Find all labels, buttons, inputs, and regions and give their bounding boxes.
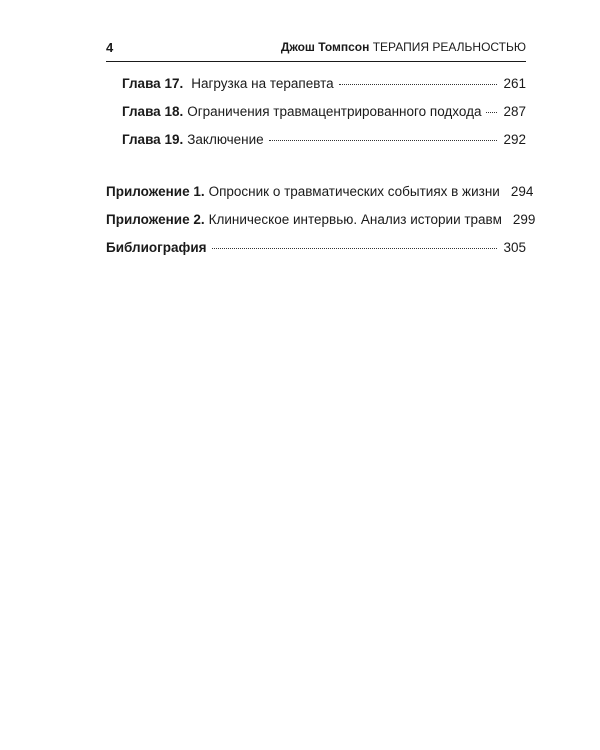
toc-entry-title: Заключение xyxy=(187,132,264,147)
toc-entry-page: 261 xyxy=(503,76,526,91)
toc-entry-appendix-1 xyxy=(106,178,534,206)
running-head xyxy=(281,40,526,54)
toc-entry-label: Приложение 2. xyxy=(106,212,205,227)
book-title: ТЕРАПИЯ РЕАЛЬНОСТЬЮ xyxy=(372,40,526,54)
toc-entry-label: Глава 18. xyxy=(122,104,184,119)
toc-entry-page: 299 xyxy=(512,212,536,227)
toc-entry-label: Библиография xyxy=(106,240,207,255)
toc-chapters xyxy=(106,70,526,154)
toc-entry-page: 287 xyxy=(503,104,526,119)
running-header xyxy=(106,40,526,62)
dot-leader xyxy=(339,84,498,85)
toc-entry-chapter-19 xyxy=(106,126,526,154)
toc-entry-chapter-18 xyxy=(106,98,526,126)
dot-leader xyxy=(269,140,498,141)
header-rule xyxy=(106,61,526,62)
toc-entry-page: 292 xyxy=(503,132,526,147)
author-name: Джош Томпсон xyxy=(280,40,370,54)
toc-entry-page: 294 xyxy=(510,184,534,199)
toc-appendices xyxy=(106,178,536,262)
dot-leader xyxy=(212,248,498,249)
toc-entry-title: Ограничения травмацентрированного подхода xyxy=(187,104,482,119)
toc-entry-bibliography xyxy=(106,234,526,262)
toc-entry-label: Приложение 1. xyxy=(106,184,205,199)
toc-entry-title: Клиническое интервью. Анализ истории травм xyxy=(208,212,502,227)
toc-entry-chapter-17 xyxy=(106,70,526,98)
page-number: 4 xyxy=(106,40,114,55)
toc-entry-title: Нагрузка на терапевта xyxy=(191,76,334,91)
toc-entry-title: Опросник о травматических событиях в жизни xyxy=(208,184,500,199)
toc-entry-label: Глава 19. xyxy=(122,132,184,147)
toc-entry-appendix-2 xyxy=(106,206,536,234)
dot-leader xyxy=(486,112,497,113)
toc-entry-label: Глава 17. xyxy=(122,76,184,91)
toc-entry-page: 305 xyxy=(503,240,526,255)
